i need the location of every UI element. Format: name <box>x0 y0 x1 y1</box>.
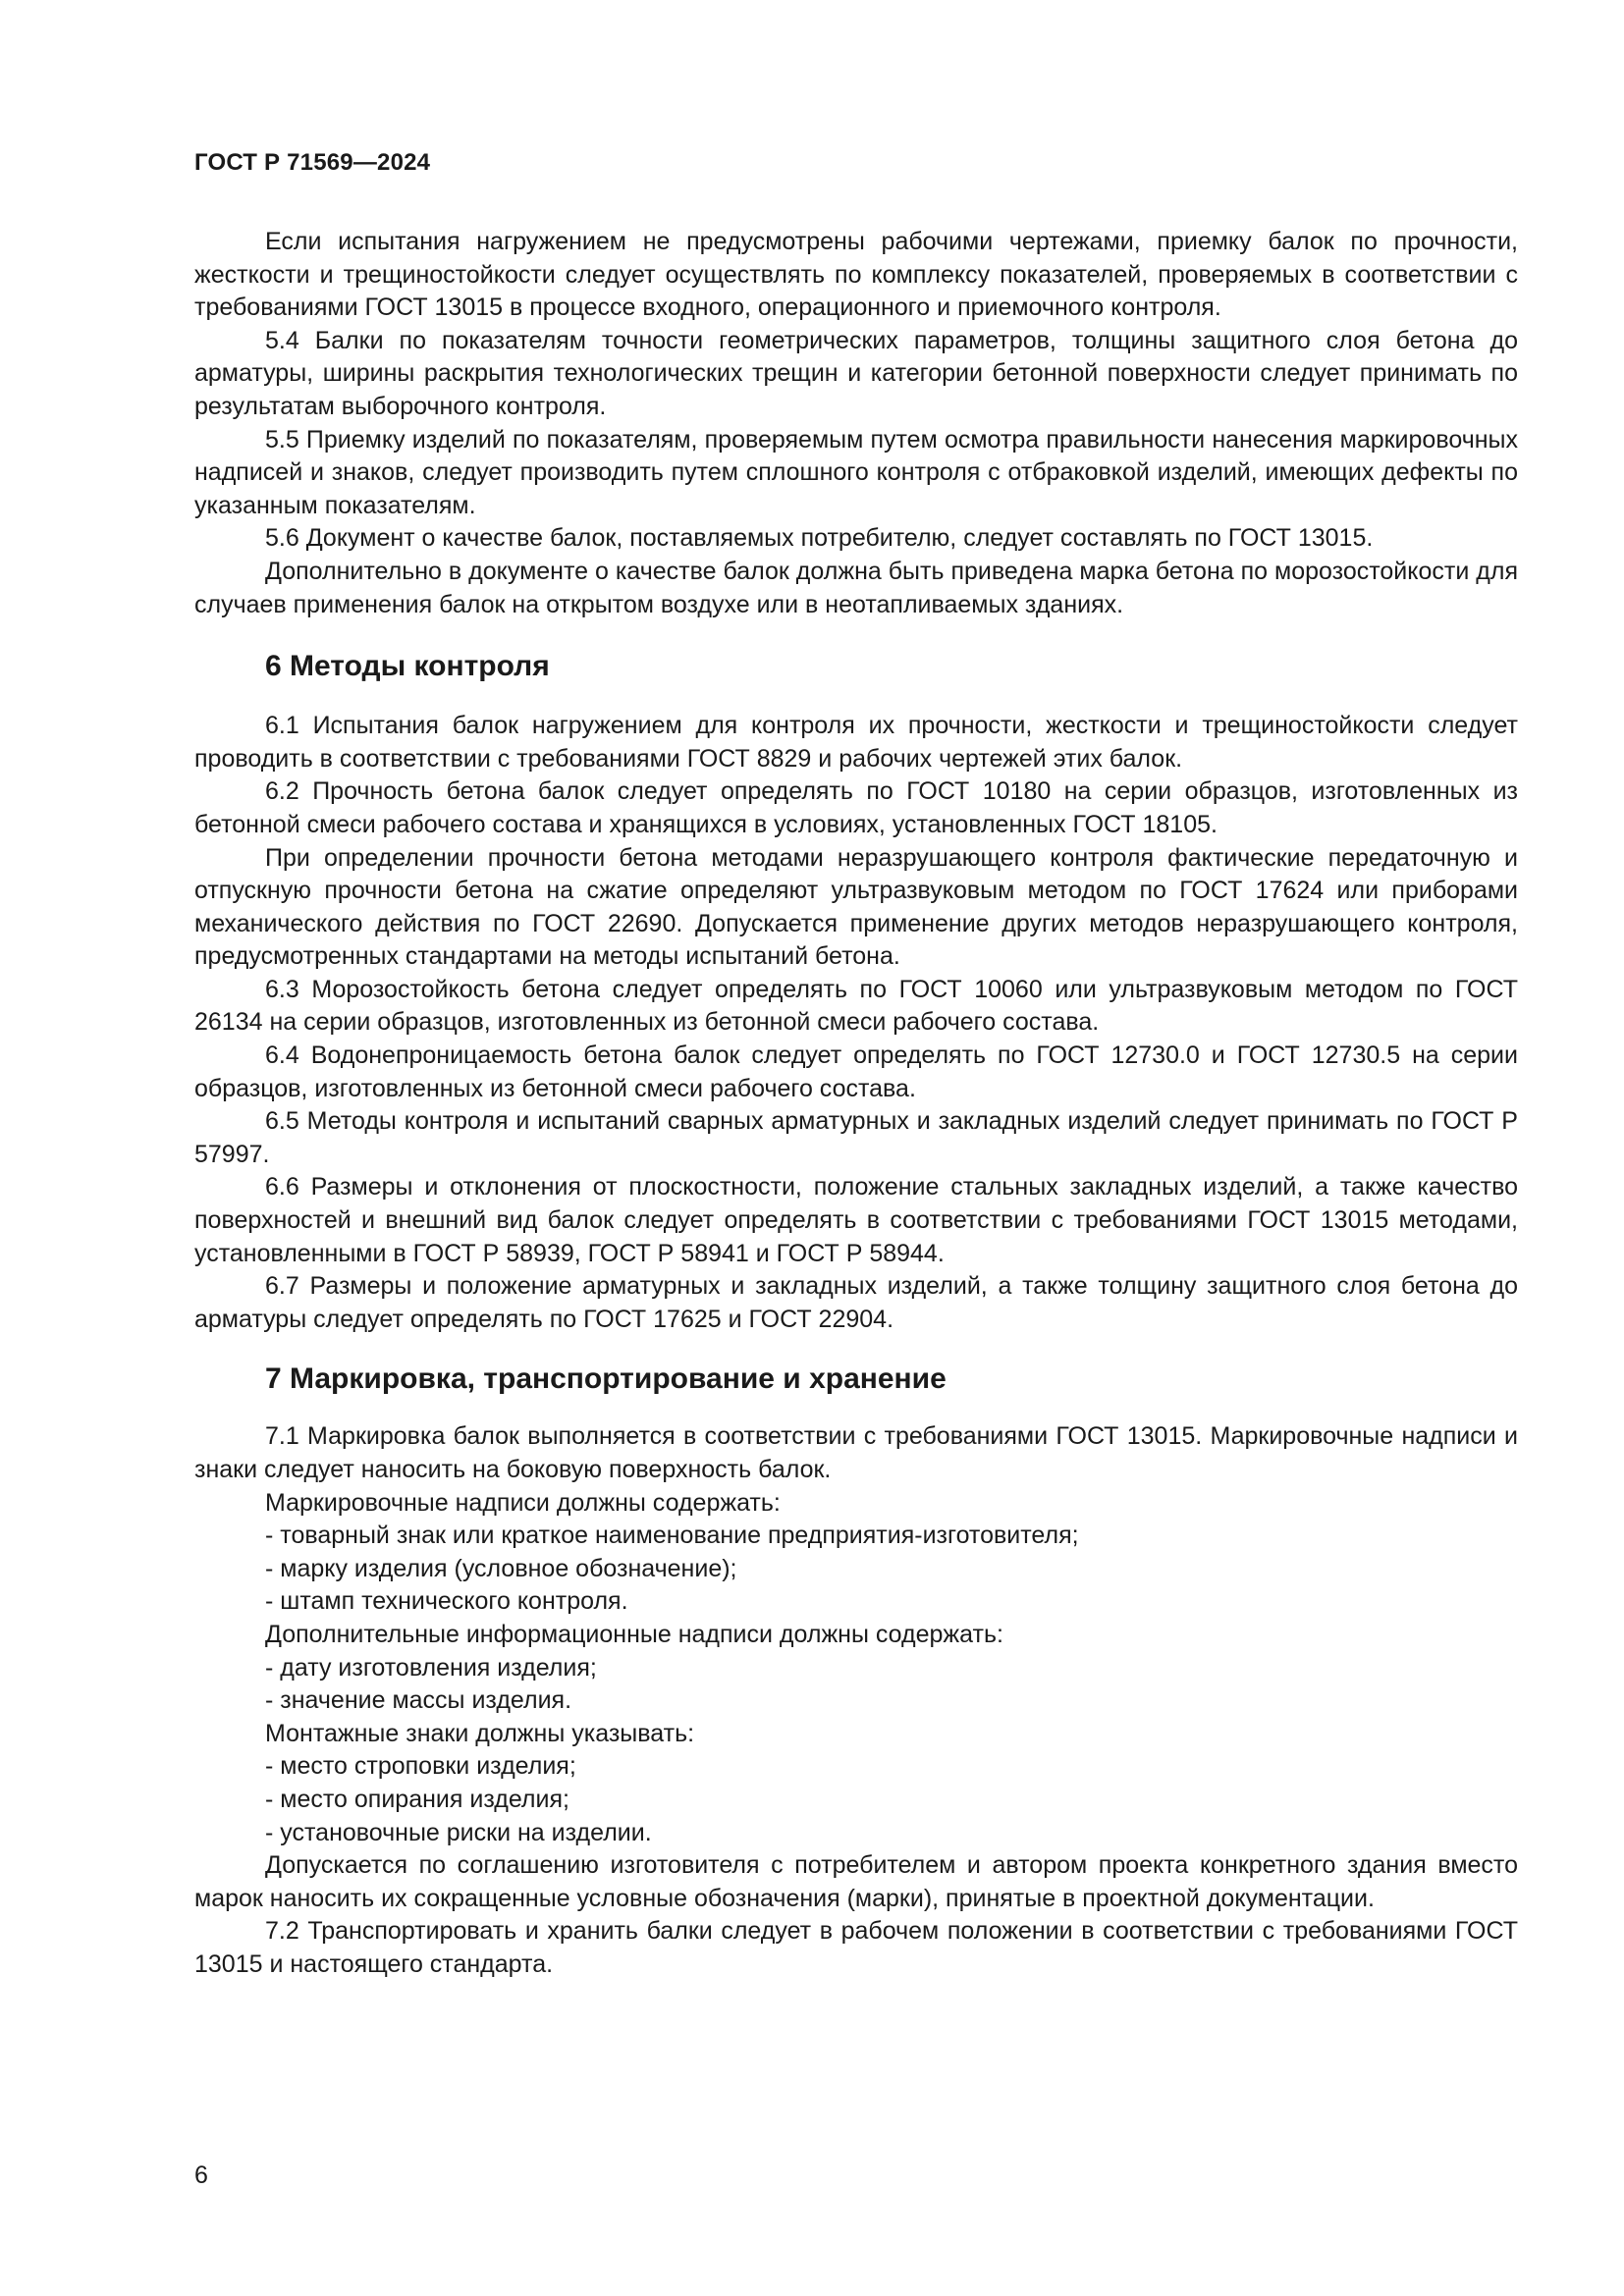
paragraph-6-4: 6.4 Водонепроницаемость бетона балок следует определять по ГОСТ 12730.0 и ГОСТ 12730.5 на серии образцов, изготовленных из бетонной смеси рабочего состава. <box>194 1041 1518 1102</box>
paragraph-5-4: 5.4 Балки по показателям точности геометрических параметров, толщины защитного слоя бетона до арматуры, ширины раскрытия технологических трещин и категории бетонной поверхности следует принимать по результатам выборочного контроля. <box>194 326 1518 420</box>
paragraph-6-2-nondestructive: При определении прочности бетона методами неразрушающего контроля фактические передаточную и отпускную прочности бетона на сжатие определяют ультразвуковым методом по ГОСТ 17624 или приборами механического действия по ГОСТ 22690. Допускается применение других методов неразрушающего контроля, предусмотренных стандартами на методы испытаний бетона. <box>194 843 1518 971</box>
page-number: 6 <box>194 2162 208 2189</box>
list-item: - марку изделия (условное обозначение); <box>265 1554 737 1582</box>
section-7-heading: 7 Маркировка, транспортирование и хранение <box>265 1362 947 1396</box>
paragraph-7-1: 7.1 Маркировка балок выполняется в соответствии с требованиями ГОСТ 13015. Маркировочные надписи и знаки следует наносить на боковую поверхность балок. <box>194 1422 1518 1483</box>
paragraph-6-7: 6.7 Размеры и положение арматурных и закладных изделий, а также толщину защитного слоя бетона до арматуры следует определять по ГОСТ 17625 и ГОСТ 22904. <box>194 1272 1518 1333</box>
paragraph-6-3: 6.3 Морозостойкость бетона следует определять по ГОСТ 10060 или ультразвуковым методом по ГОСТ 26134 на серии образцов, изготовленных из бетонной смеси рабочего состава. <box>194 975 1518 1037</box>
paragraph-5-5: 5.5 Приемку изделий по показателям, проверяемым путем осмотра правильности нанесения маркировочных надписей и знаков, следует производить путем сплошного контроля с отбраковкой изделий, имеющих дефекты по указанным показателям. <box>194 425 1518 519</box>
paragraph-5-6: 5.6 Документ о качестве балок, поставляемых потребителю, следует составлять по ГОСТ 13015. <box>265 524 1374 553</box>
mounting-list-intro: Монтажные знаки должны указывать: <box>265 1719 695 1747</box>
document-header: ГОСТ Р 71569—2024 <box>194 149 431 176</box>
paragraph-6-5: 6.5 Методы контроля и испытаний сварных арматурных и закладных изделий следует принимать по ГОСТ Р 57997. <box>194 1107 1518 1168</box>
info-list-intro: Дополнительные информационные надписи должны содержать: <box>265 1620 1003 1648</box>
paragraph-7-2: 7.2 Транспортировать и хранить балки следует в рабочем положении в соответствии с требованиями ГОСТ 13015 и настоящего стандарта. <box>194 1917 1518 1978</box>
paragraph-6-1: 6.1 Испытания балок нагружением для контроля их прочности, жесткости и трещиностойкости следует проводить в соответствии с требованиями ГОСТ 8829 и рабочих чертежей этих балок. <box>194 712 1518 773</box>
document-body <box>194 226 1518 1982</box>
list-item: - место строповки изделия; <box>265 1752 576 1781</box>
list-item: - установочные риски на изделии. <box>265 1818 652 1846</box>
list-item: - дату изготовления изделия; <box>265 1653 597 1682</box>
list-item: - значение массы изделия. <box>265 1686 572 1715</box>
list-item: - штамп технического контроля. <box>265 1587 628 1616</box>
list-item: - товарный знак или краткое наименование предприятия-изготовителя; <box>265 1522 1079 1550</box>
list-item: - место опирания изделия; <box>265 1785 569 1813</box>
paragraph-5-6-addition: Дополнительно в документе о качестве балок должна быть приведена марка бетона по морозостойкости для случаев применения балок на открытом воздухе или в неотапливаемых зданиях. <box>194 557 1518 618</box>
paragraph-6-2: 6.2 Прочность бетона балок следует определять по ГОСТ 10180 на серии образцов, изготовленных из бетонной смеси рабочего состава и хранящихся в условиях, установленных ГОСТ 18105. <box>194 777 1518 838</box>
paragraph-5-3-cont: Если испытания нагружением не предусмотрены рабочими чертежами, приемку балок по прочности, жесткости и трещиностойкости следует осуществлять по комплексу показателей, проверяемых в соответствии с требованиями ГОСТ 13015 в процессе входного, операционного и приемочного контроля. <box>194 228 1518 322</box>
section-6-heading: 6 Методы контроля <box>265 650 550 683</box>
paragraph-7-1-agreement: Допускается по соглашению изготовителя с потребителем и автором проекта конкретного здания вместо марок наносить их сокращенные условные обозначения (марки), принятые в проектной документации. <box>194 1851 1518 1912</box>
paragraph-6-6: 6.6 Размеры и отклонения от плоскостности, положение стальных закладных изделий, а также качество поверхностей и внешний вид балок следует определять в соответствии с требованиями ГОСТ 13015 методами, установленными в ГОСТ Р 58939, ГОСТ Р 58941 и ГОСТ Р 58944. <box>194 1173 1518 1267</box>
marking-list-intro: Маркировочные надписи должны содержать: <box>265 1488 781 1517</box>
